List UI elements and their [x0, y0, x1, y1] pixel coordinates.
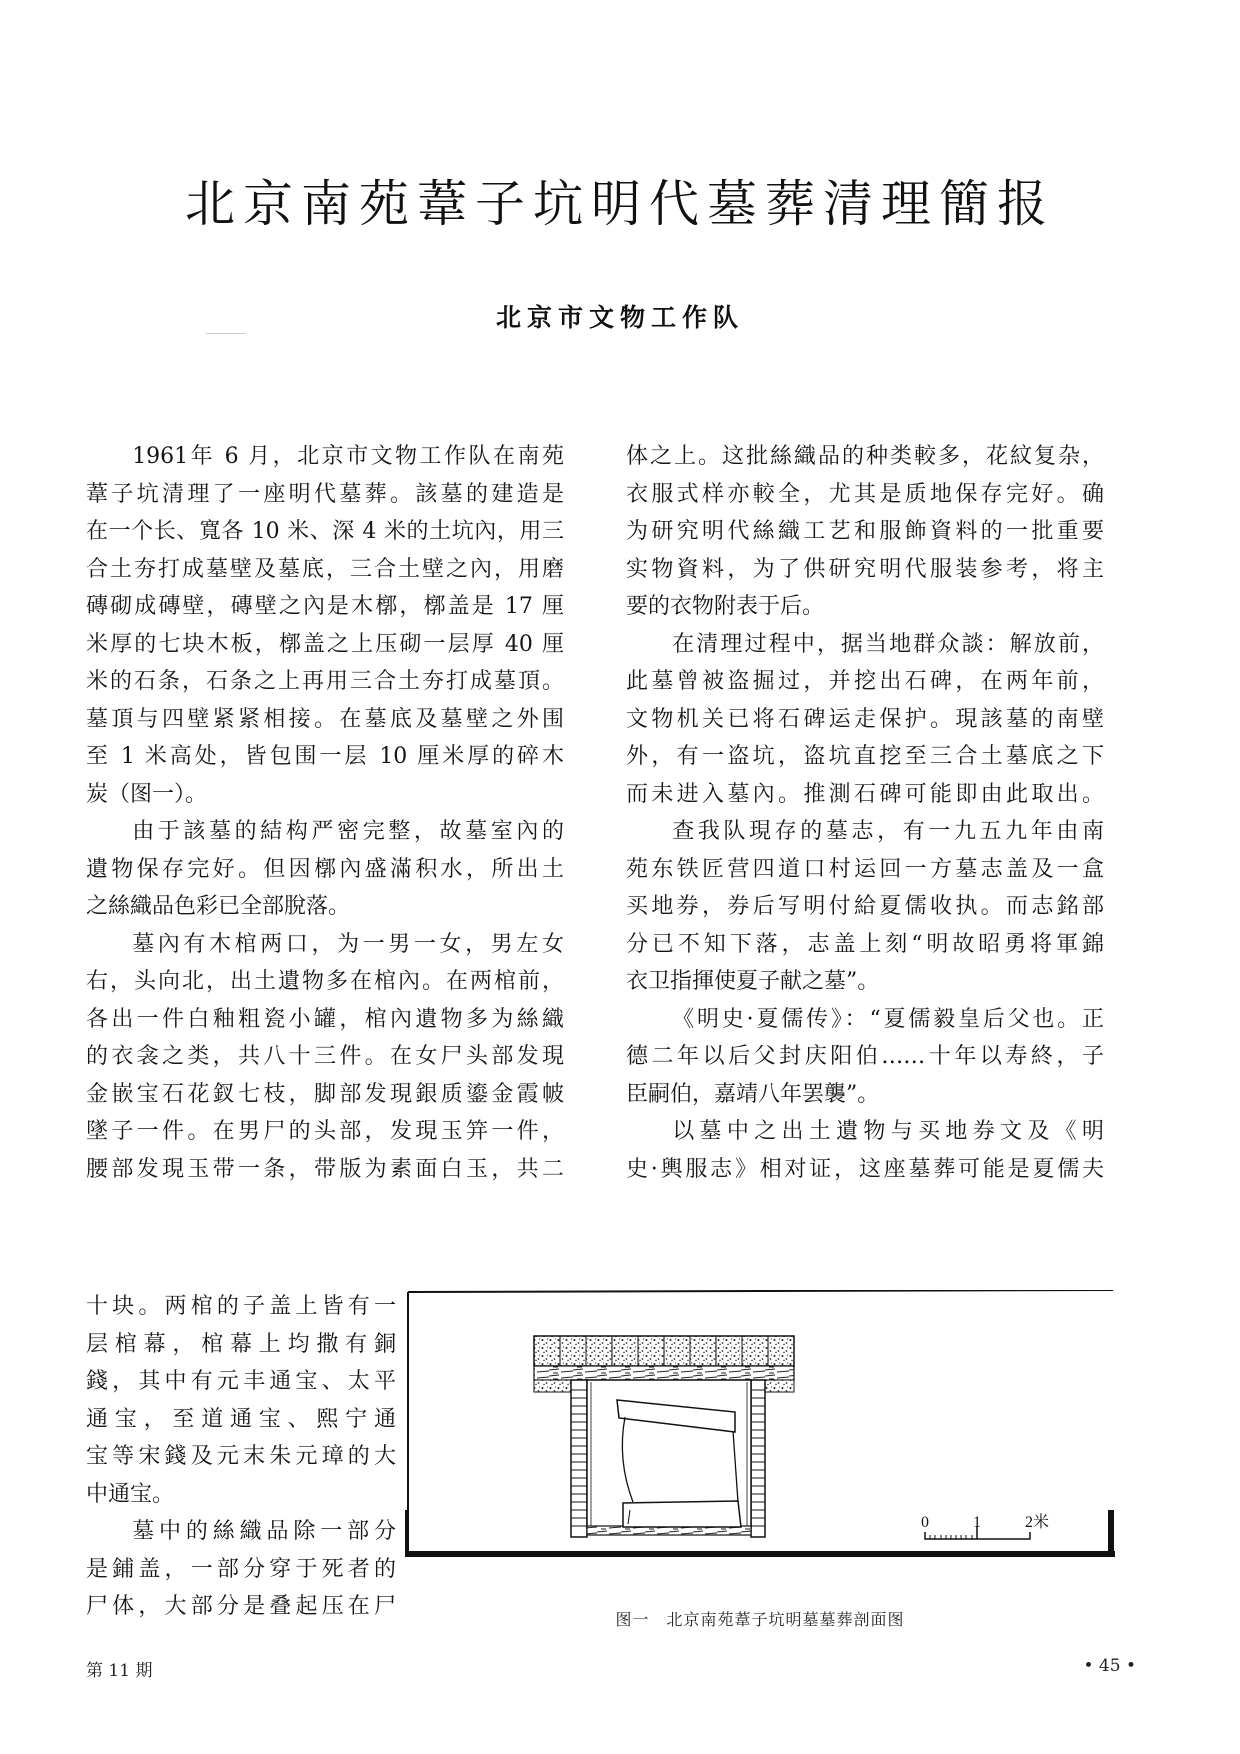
text-line: 炭（图一）。	[86, 781, 208, 807]
text-line: 右，头向北，出土遺物多在棺內。在两棺前，	[86, 969, 564, 994]
text-line: 衣服式样亦較全，尤其是质地保存完好。确	[626, 481, 1104, 507]
page-number: • 45 •	[1083, 1656, 1136, 1676]
text-line: 中通宝。	[86, 1481, 175, 1507]
scale-label-1: 1	[973, 1514, 981, 1531]
text-line: 通宝，至道通宝、熙宁通	[86, 1406, 396, 1432]
text-line: 外，有一盗坑，盗坑直挖至三合土墓底之下	[626, 744, 1104, 769]
margin-mark	[206, 333, 246, 334]
text-line: 实物資料，为了供研究明代服装参考，将主	[626, 556, 1104, 582]
scale-label-0: 0	[921, 1514, 929, 1531]
text-line: 分已不知下落，志盖上刻“明故昭勇将軍錦	[626, 931, 1104, 957]
issue-number: 第 11 期	[86, 1661, 153, 1681]
text-line: 以墓中之出土遺物与买地券文及《明	[672, 1119, 1104, 1144]
article-title: 北京南苑葦子坑明代墓葬清理簡报	[185, 174, 1055, 233]
figure-caption: 图一 北京南苑葦子坑明墓墓葬剖面图	[615, 1610, 905, 1629]
left-column	[86, 438, 564, 1188]
text-line: 的衣衾之类，共八十三件。在女尸头部发現	[86, 1044, 564, 1069]
text-line: 由于該墓的結构严密完整，故墓室內的	[132, 819, 564, 844]
text-line: 1961年 6 月，北京市文物工作队在南苑	[132, 444, 564, 469]
article-author: 北京市文物工作队	[495, 303, 744, 332]
text-line: 腰部发現玉带一条，带版为素面白玉，共二	[86, 1156, 564, 1182]
text-line: 德二年以后父封庆阳伯……十年以寿終，子	[626, 1044, 1104, 1069]
scale-label-2: 2米	[1025, 1514, 1050, 1531]
text-line: 米的石条，石条之上再用三合土夯打成墓頂。	[86, 669, 564, 694]
text-line: 此墓曾被盗掘过，并挖出石碑，在两年前，	[626, 669, 1104, 694]
text-line: 磚砌成磚壁，磚壁之內是木槨，槨盖是 17 厘	[86, 594, 564, 619]
right-column	[626, 438, 1104, 1188]
text-line: 苑东铁匠营四道口村运回一方墓志盖及一盒	[626, 856, 1104, 882]
text-line: 錢，其中有元丰通宝、太平	[86, 1369, 396, 1394]
text-line: 买地券，券后写明付給夏儒收执。而志銘部	[626, 894, 1104, 919]
text-line: 为研究明代絲織工艺和服飾資料的一批重要	[626, 519, 1104, 544]
stone-slabs	[534, 1336, 794, 1366]
text-line: 在一个长、寬各 10 米、深 4 米的土坑內，用三	[86, 519, 564, 544]
text-line: 而未进入墓內。推測石碑可能即由此取出。	[626, 781, 1104, 807]
text-line: 之絲織品色彩已全部脫落。	[86, 894, 351, 919]
text-line: 史·輿服志》相对证，这座墓葬可能是夏儒夫	[626, 1156, 1104, 1182]
tomb-section-figure	[405, 1290, 1115, 1558]
text-line: 墜子一件。在男尸的头部，发現玉笄一件，	[86, 1119, 564, 1144]
text-line: 要的衣物附表于后。	[626, 594, 825, 619]
frame-top	[408, 1290, 1113, 1292]
text-line: 衣卫指揮使夏子献之墓”。	[626, 969, 880, 994]
text-line: 臣嗣伯，嘉靖八年罢襲”。	[626, 1081, 880, 1107]
scale-bar	[921, 1513, 1049, 1539]
text-line: 十块。两棺的子盖上皆有一	[86, 1294, 396, 1319]
text-line: 遺物保存完好。但因槨內盛滿积水，所出土	[86, 856, 564, 882]
text-line: 是鋪盖，一部分穿于死者的	[86, 1556, 396, 1582]
text-line: 各出一件白釉粗瓷小罐，棺內遺物多为絲織	[86, 1006, 564, 1032]
text-line: 墓內有木棺两口，为一男一女，男左女	[132, 931, 564, 957]
text-line: 在清理过程中，据当地群众談：解放前，	[672, 631, 1104, 657]
text-line: 米厚的七块木板，槨盖之上压砌一层厚 40 厘	[86, 631, 564, 657]
text-line: 尸体，大部分是叠起压在尸	[86, 1594, 396, 1619]
text-line: 查我队現存的墓志，有一九五九年由南	[672, 819, 1104, 844]
tomb-cross-section-drawing	[405, 1290, 1115, 1558]
text-line: 墓中的絲織品除一部分	[132, 1519, 396, 1544]
coffin-chamber-lid	[534, 1366, 794, 1380]
text-line: 至 1 米高处，皆包围一层 10 厘米厚的碎木	[86, 744, 564, 769]
text-line: 墓頂与四壁紧紧相接。在墓底及墓壁之外围	[86, 706, 564, 732]
text-line: 金嵌宝石花釵七枝，脚部发現銀质鎏金霞帔	[86, 1081, 564, 1107]
text-line: 层棺幕，棺幕上均撒有銅	[86, 1331, 396, 1357]
text-line: 体之上。这批絲織品的种类較多，花紋复杂，	[626, 444, 1104, 469]
left-column-narrow	[86, 1288, 396, 1626]
text-line: 《明史·夏儒传》：“夏儒毅皇后父也。正	[672, 1006, 1104, 1032]
text-line: 葦子坑清理了一座明代墓葬。該墓的建造是	[86, 481, 564, 507]
text-line: 文物机关已将石碑运走保护。現該墓的南壁	[626, 706, 1104, 732]
text-line: 宝等宋錢及元末朱元璋的大	[86, 1444, 396, 1469]
text-line: 合土夯打成墓壁及墓底，三合土壁之內，用磨	[86, 556, 564, 582]
